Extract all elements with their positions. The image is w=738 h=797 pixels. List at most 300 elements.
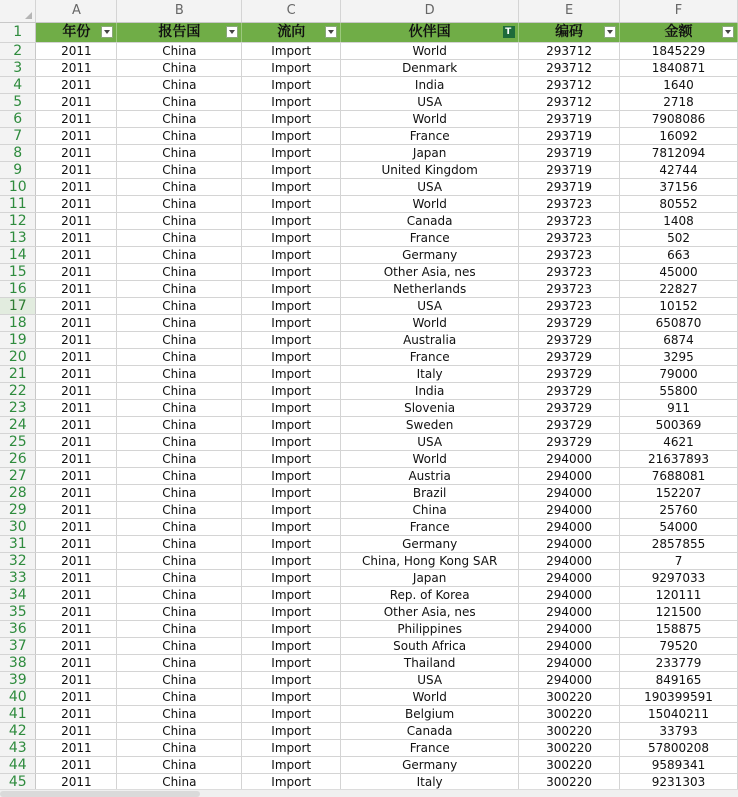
- column-header-e[interactable]: E: [519, 0, 620, 23]
- cell-year[interactable]: 2011: [36, 332, 117, 349]
- cell-reporter[interactable]: China: [117, 162, 242, 179]
- row-number[interactable]: 42: [0, 723, 36, 740]
- cell-amount[interactable]: 233779: [620, 655, 738, 672]
- cell-reporter[interactable]: China: [117, 672, 242, 689]
- cell-code[interactable]: 293729: [519, 434, 620, 451]
- cell-amount[interactable]: 502: [620, 230, 738, 247]
- cell-amount[interactable]: 55800: [620, 383, 738, 400]
- cell-partner[interactable]: Austria: [341, 468, 519, 485]
- filter-dropdown-icon[interactable]: [226, 26, 238, 38]
- cell-amount[interactable]: 190399591: [620, 689, 738, 706]
- cell-flow[interactable]: Import: [242, 553, 341, 570]
- cell-partner[interactable]: Brazil: [341, 485, 519, 502]
- cell-partner[interactable]: Canada: [341, 213, 519, 230]
- cell-partner[interactable]: World: [341, 43, 519, 60]
- cell-code[interactable]: 294000: [519, 570, 620, 587]
- cell-year[interactable]: 2011: [36, 196, 117, 213]
- cell-flow[interactable]: Import: [242, 604, 341, 621]
- cell-reporter[interactable]: China: [117, 400, 242, 417]
- cell-partner[interactable]: Other Asia, nes: [341, 604, 519, 621]
- horizontal-scrollbar[interactable]: [0, 789, 738, 797]
- cell-flow[interactable]: Import: [242, 213, 341, 230]
- row-number[interactable]: 27: [0, 468, 36, 485]
- cell-flow[interactable]: Import: [242, 587, 341, 604]
- cell-code[interactable]: 293719: [519, 128, 620, 145]
- cell-flow[interactable]: Import: [242, 757, 341, 774]
- cell-reporter[interactable]: China: [117, 264, 242, 281]
- cell-code[interactable]: 293719: [519, 179, 620, 196]
- row-number[interactable]: 30: [0, 519, 36, 536]
- cell-flow[interactable]: Import: [242, 315, 341, 332]
- row-number[interactable]: 29: [0, 502, 36, 519]
- header-cell-year[interactable]: [36, 23, 117, 43]
- filter-dropdown-icon[interactable]: [722, 26, 734, 38]
- cell-flow[interactable]: Import: [242, 179, 341, 196]
- cell-code[interactable]: 294000: [519, 638, 620, 655]
- cell-code[interactable]: 293723: [519, 213, 620, 230]
- cell-reporter[interactable]: China: [117, 111, 242, 128]
- cell-code[interactable]: 293729: [519, 332, 620, 349]
- cell-reporter[interactable]: China: [117, 485, 242, 502]
- cell-partner[interactable]: Belgium: [341, 706, 519, 723]
- row-number[interactable]: 2: [0, 43, 36, 60]
- cell-code[interactable]: 293723: [519, 196, 620, 213]
- cell-year[interactable]: 2011: [36, 60, 117, 77]
- cell-reporter[interactable]: China: [117, 332, 242, 349]
- row-number[interactable]: 17: [0, 298, 36, 315]
- cell-partner[interactable]: USA: [341, 434, 519, 451]
- cell-reporter[interactable]: China: [117, 366, 242, 383]
- header-cell-code[interactable]: [519, 23, 620, 43]
- row-number[interactable]: 12: [0, 213, 36, 230]
- row-number[interactable]: 25: [0, 434, 36, 451]
- cell-year[interactable]: 2011: [36, 672, 117, 689]
- cell-reporter[interactable]: China: [117, 315, 242, 332]
- header-cell-partner[interactable]: [341, 23, 519, 43]
- cell-flow[interactable]: Import: [242, 485, 341, 502]
- cell-partner[interactable]: France: [341, 519, 519, 536]
- cell-year[interactable]: 2011: [36, 485, 117, 502]
- cell-flow[interactable]: Import: [242, 349, 341, 366]
- cell-reporter[interactable]: China: [117, 757, 242, 774]
- cell-amount[interactable]: 2857855: [620, 536, 738, 553]
- cell-year[interactable]: 2011: [36, 621, 117, 638]
- cell-partner[interactable]: Philippines: [341, 621, 519, 638]
- cell-reporter[interactable]: China: [117, 553, 242, 570]
- cell-partner[interactable]: Japan: [341, 145, 519, 162]
- cell-code[interactable]: 294000: [519, 536, 620, 553]
- cell-reporter[interactable]: China: [117, 77, 242, 94]
- cell-year[interactable]: 2011: [36, 553, 117, 570]
- cell-reporter[interactable]: China: [117, 230, 242, 247]
- cell-year[interactable]: 2011: [36, 519, 117, 536]
- cell-reporter[interactable]: China: [117, 774, 242, 791]
- cell-amount[interactable]: 37156: [620, 179, 738, 196]
- cell-reporter[interactable]: China: [117, 689, 242, 706]
- cell-year[interactable]: 2011: [36, 281, 117, 298]
- cell-reporter[interactable]: China: [117, 128, 242, 145]
- row-number[interactable]: 10: [0, 179, 36, 196]
- cell-amount[interactable]: 158875: [620, 621, 738, 638]
- cell-flow[interactable]: Import: [242, 519, 341, 536]
- cell-year[interactable]: 2011: [36, 587, 117, 604]
- cell-year[interactable]: 2011: [36, 264, 117, 281]
- row-number[interactable]: 9: [0, 162, 36, 179]
- cell-reporter[interactable]: China: [117, 587, 242, 604]
- cell-amount[interactable]: 7688081: [620, 468, 738, 485]
- cell-code[interactable]: 294000: [519, 672, 620, 689]
- cell-amount[interactable]: 4621: [620, 434, 738, 451]
- cell-year[interactable]: 2011: [36, 145, 117, 162]
- cell-code[interactable]: 293723: [519, 264, 620, 281]
- cell-amount[interactable]: 9297033: [620, 570, 738, 587]
- cell-partner[interactable]: USA: [341, 298, 519, 315]
- cell-year[interactable]: 2011: [36, 400, 117, 417]
- cell-partner[interactable]: USA: [341, 672, 519, 689]
- cell-year[interactable]: 2011: [36, 213, 117, 230]
- cell-amount[interactable]: 152207: [620, 485, 738, 502]
- cell-reporter[interactable]: China: [117, 247, 242, 264]
- cell-flow[interactable]: Import: [242, 77, 341, 94]
- cell-partner[interactable]: World: [341, 111, 519, 128]
- cell-amount[interactable]: 120111: [620, 587, 738, 604]
- cell-code[interactable]: 294000: [519, 655, 620, 672]
- cell-partner[interactable]: France: [341, 349, 519, 366]
- row-number[interactable]: 41: [0, 706, 36, 723]
- cell-flow[interactable]: Import: [242, 468, 341, 485]
- cell-flow[interactable]: Import: [242, 723, 341, 740]
- cell-partner[interactable]: World: [341, 689, 519, 706]
- cell-flow[interactable]: Import: [242, 281, 341, 298]
- cell-code[interactable]: 293712: [519, 77, 620, 94]
- cell-reporter[interactable]: China: [117, 655, 242, 672]
- cell-year[interactable]: 2011: [36, 706, 117, 723]
- cell-partner[interactable]: South Africa: [341, 638, 519, 655]
- row-number[interactable]: 31: [0, 536, 36, 553]
- cell-amount[interactable]: 15040211: [620, 706, 738, 723]
- cell-amount[interactable]: 9589341: [620, 757, 738, 774]
- cell-amount[interactable]: 1840871: [620, 60, 738, 77]
- row-number[interactable]: 33: [0, 570, 36, 587]
- row-number[interactable]: 22: [0, 383, 36, 400]
- cell-flow[interactable]: Import: [242, 298, 341, 315]
- cell-reporter[interactable]: China: [117, 621, 242, 638]
- cell-code[interactable]: 294000: [519, 604, 620, 621]
- cell-partner[interactable]: China, Hong Kong SAR: [341, 553, 519, 570]
- cell-amount[interactable]: 6874: [620, 332, 738, 349]
- cell-amount[interactable]: 10152: [620, 298, 738, 315]
- cell-amount[interactable]: 3295: [620, 349, 738, 366]
- cell-amount[interactable]: 79520: [620, 638, 738, 655]
- row-number[interactable]: 45: [0, 774, 36, 791]
- cell-partner[interactable]: USA: [341, 94, 519, 111]
- cell-code[interactable]: 293729: [519, 383, 620, 400]
- cell-code[interactable]: 300220: [519, 774, 620, 791]
- cell-flow[interactable]: Import: [242, 162, 341, 179]
- cell-amount[interactable]: 45000: [620, 264, 738, 281]
- row-number[interactable]: 16: [0, 281, 36, 298]
- cell-partner[interactable]: Canada: [341, 723, 519, 740]
- cell-flow[interactable]: Import: [242, 94, 341, 111]
- cell-reporter[interactable]: China: [117, 349, 242, 366]
- cell-partner[interactable]: India: [341, 77, 519, 94]
- row-number[interactable]: 15: [0, 264, 36, 281]
- cell-year[interactable]: 2011: [36, 451, 117, 468]
- cell-amount[interactable]: 2718: [620, 94, 738, 111]
- cell-reporter[interactable]: China: [117, 298, 242, 315]
- cell-code[interactable]: 293729: [519, 400, 620, 417]
- row-number[interactable]: 4: [0, 77, 36, 94]
- cell-amount[interactable]: 57800208: [620, 740, 738, 757]
- cell-partner[interactable]: France: [341, 740, 519, 757]
- cell-reporter[interactable]: China: [117, 536, 242, 553]
- cell-year[interactable]: 2011: [36, 162, 117, 179]
- cell-code[interactable]: 294000: [519, 451, 620, 468]
- cell-code[interactable]: 294000: [519, 485, 620, 502]
- cell-amount[interactable]: 7908086: [620, 111, 738, 128]
- row-number[interactable]: 40: [0, 689, 36, 706]
- cell-partner[interactable]: Slovenia: [341, 400, 519, 417]
- cell-year[interactable]: 2011: [36, 366, 117, 383]
- cell-year[interactable]: 2011: [36, 655, 117, 672]
- cell-flow[interactable]: Import: [242, 332, 341, 349]
- filter-dropdown-icon[interactable]: [604, 26, 616, 38]
- cell-flow[interactable]: Import: [242, 111, 341, 128]
- cell-flow[interactable]: Import: [242, 536, 341, 553]
- cell-flow[interactable]: Import: [242, 672, 341, 689]
- filter-active-icon[interactable]: T: [503, 26, 515, 38]
- cell-code[interactable]: 300220: [519, 740, 620, 757]
- cell-code[interactable]: 293729: [519, 417, 620, 434]
- cell-flow[interactable]: Import: [242, 247, 341, 264]
- cell-year[interactable]: 2011: [36, 723, 117, 740]
- cell-partner[interactable]: USA: [341, 179, 519, 196]
- row-number[interactable]: 14: [0, 247, 36, 264]
- cell-reporter[interactable]: China: [117, 502, 242, 519]
- cell-year[interactable]: 2011: [36, 604, 117, 621]
- cell-reporter[interactable]: China: [117, 706, 242, 723]
- cell-reporter[interactable]: China: [117, 519, 242, 536]
- cell-partner[interactable]: Italy: [341, 774, 519, 791]
- cell-amount[interactable]: 7812094: [620, 145, 738, 162]
- cell-year[interactable]: 2011: [36, 94, 117, 111]
- cell-flow[interactable]: Import: [242, 145, 341, 162]
- cell-year[interactable]: 2011: [36, 77, 117, 94]
- cell-code[interactable]: 293719: [519, 111, 620, 128]
- cell-code[interactable]: 300220: [519, 706, 620, 723]
- cell-reporter[interactable]: China: [117, 740, 242, 757]
- cell-flow[interactable]: Import: [242, 689, 341, 706]
- column-header-d[interactable]: D: [341, 0, 519, 23]
- row-number[interactable]: 26: [0, 451, 36, 468]
- cell-partner[interactable]: Germany: [341, 247, 519, 264]
- cell-year[interactable]: 2011: [36, 349, 117, 366]
- cell-flow[interactable]: Import: [242, 264, 341, 281]
- cell-year[interactable]: 2011: [36, 128, 117, 145]
- cell-year[interactable]: 2011: [36, 502, 117, 519]
- cell-flow[interactable]: Import: [242, 706, 341, 723]
- cell-amount[interactable]: 25760: [620, 502, 738, 519]
- cell-flow[interactable]: Import: [242, 434, 341, 451]
- select-all-corner[interactable]: [0, 0, 36, 23]
- cell-amount[interactable]: 80552: [620, 196, 738, 213]
- cell-code[interactable]: 293729: [519, 366, 620, 383]
- cell-partner[interactable]: Rep. of Korea: [341, 587, 519, 604]
- cell-amount[interactable]: 911: [620, 400, 738, 417]
- cell-flow[interactable]: Import: [242, 128, 341, 145]
- column-header-a[interactable]: A: [36, 0, 117, 23]
- cell-code[interactable]: 293719: [519, 145, 620, 162]
- cell-amount[interactable]: 1845229: [620, 43, 738, 60]
- cell-reporter[interactable]: China: [117, 451, 242, 468]
- cell-code[interactable]: 294000: [519, 621, 620, 638]
- cell-code[interactable]: 294000: [519, 468, 620, 485]
- row-number[interactable]: 38: [0, 655, 36, 672]
- cell-code[interactable]: 300220: [519, 757, 620, 774]
- row-number[interactable]: 19: [0, 332, 36, 349]
- row-number[interactable]: 32: [0, 553, 36, 570]
- cell-amount[interactable]: 22827: [620, 281, 738, 298]
- cell-reporter[interactable]: China: [117, 213, 242, 230]
- cell-reporter[interactable]: China: [117, 638, 242, 655]
- cell-flow[interactable]: Import: [242, 43, 341, 60]
- cell-reporter[interactable]: China: [117, 570, 242, 587]
- cell-amount[interactable]: 650870: [620, 315, 738, 332]
- header-cell-reporter[interactable]: [117, 23, 242, 43]
- cell-partner[interactable]: United Kingdom: [341, 162, 519, 179]
- row-number[interactable]: 1: [0, 23, 36, 43]
- cell-amount[interactable]: 42744: [620, 162, 738, 179]
- row-number[interactable]: 23: [0, 400, 36, 417]
- row-number[interactable]: 44: [0, 757, 36, 774]
- cell-year[interactable]: 2011: [36, 536, 117, 553]
- cell-year[interactable]: 2011: [36, 638, 117, 655]
- cell-amount[interactable]: 7: [620, 553, 738, 570]
- cell-partner[interactable]: Germany: [341, 757, 519, 774]
- row-number[interactable]: 11: [0, 196, 36, 213]
- cell-partner[interactable]: Japan: [341, 570, 519, 587]
- cell-amount[interactable]: 121500: [620, 604, 738, 621]
- cell-flow[interactable]: Import: [242, 621, 341, 638]
- row-number[interactable]: 39: [0, 672, 36, 689]
- row-number[interactable]: 5: [0, 94, 36, 111]
- cell-reporter[interactable]: China: [117, 383, 242, 400]
- cell-flow[interactable]: Import: [242, 366, 341, 383]
- cell-reporter[interactable]: China: [117, 43, 242, 60]
- cell-year[interactable]: 2011: [36, 179, 117, 196]
- cell-amount[interactable]: 663: [620, 247, 738, 264]
- cell-partner[interactable]: Germany: [341, 536, 519, 553]
- cell-amount[interactable]: 33793: [620, 723, 738, 740]
- cell-year[interactable]: 2011: [36, 230, 117, 247]
- cell-year[interactable]: 2011: [36, 689, 117, 706]
- cell-reporter[interactable]: China: [117, 281, 242, 298]
- cell-flow[interactable]: Import: [242, 740, 341, 757]
- cell-code[interactable]: 293723: [519, 230, 620, 247]
- cell-code[interactable]: 293729: [519, 349, 620, 366]
- cell-year[interactable]: 2011: [36, 247, 117, 264]
- cell-year[interactable]: 2011: [36, 434, 117, 451]
- cell-code[interactable]: 294000: [519, 519, 620, 536]
- cell-code[interactable]: 293723: [519, 247, 620, 264]
- row-number[interactable]: 34: [0, 587, 36, 604]
- cell-code[interactable]: 293719: [519, 162, 620, 179]
- cell-partner[interactable]: World: [341, 451, 519, 468]
- cell-amount[interactable]: 54000: [620, 519, 738, 536]
- cell-reporter[interactable]: China: [117, 179, 242, 196]
- cell-partner[interactable]: Australia: [341, 332, 519, 349]
- cell-flow[interactable]: Import: [242, 638, 341, 655]
- row-number[interactable]: 28: [0, 485, 36, 502]
- column-header-f[interactable]: F: [620, 0, 738, 23]
- row-number[interactable]: 7: [0, 128, 36, 145]
- cell-partner[interactable]: Netherlands: [341, 281, 519, 298]
- cell-flow[interactable]: Import: [242, 417, 341, 434]
- cell-flow[interactable]: Import: [242, 196, 341, 213]
- cell-reporter[interactable]: China: [117, 94, 242, 111]
- column-header-c[interactable]: C: [242, 0, 341, 23]
- row-number[interactable]: 13: [0, 230, 36, 247]
- row-number[interactable]: 35: [0, 604, 36, 621]
- cell-reporter[interactable]: China: [117, 417, 242, 434]
- cell-amount[interactable]: 1408: [620, 213, 738, 230]
- cell-year[interactable]: 2011: [36, 740, 117, 757]
- cell-partner[interactable]: France: [341, 128, 519, 145]
- cell-amount[interactable]: 849165: [620, 672, 738, 689]
- row-number[interactable]: 21: [0, 366, 36, 383]
- cell-code[interactable]: 294000: [519, 587, 620, 604]
- cell-amount[interactable]: 1640: [620, 77, 738, 94]
- cell-reporter[interactable]: China: [117, 468, 242, 485]
- cell-code[interactable]: 293723: [519, 298, 620, 315]
- cell-flow[interactable]: Import: [242, 774, 341, 791]
- row-number[interactable]: 6: [0, 111, 36, 128]
- cell-flow[interactable]: Import: [242, 570, 341, 587]
- column-header-b[interactable]: B: [117, 0, 242, 23]
- cell-code[interactable]: 293712: [519, 94, 620, 111]
- cell-year[interactable]: 2011: [36, 315, 117, 332]
- cell-partner[interactable]: World: [341, 315, 519, 332]
- cell-code[interactable]: 294000: [519, 553, 620, 570]
- row-number[interactable]: 43: [0, 740, 36, 757]
- cell-flow[interactable]: Import: [242, 502, 341, 519]
- cell-partner[interactable]: World: [341, 196, 519, 213]
- cell-flow[interactable]: Import: [242, 60, 341, 77]
- cell-reporter[interactable]: China: [117, 60, 242, 77]
- cell-flow[interactable]: Import: [242, 400, 341, 417]
- cell-reporter[interactable]: China: [117, 434, 242, 451]
- cell-flow[interactable]: Import: [242, 383, 341, 400]
- cell-flow[interactable]: Import: [242, 451, 341, 468]
- cell-code[interactable]: 293723: [519, 281, 620, 298]
- cell-amount[interactable]: 79000: [620, 366, 738, 383]
- scrollbar-thumb[interactable]: [0, 791, 200, 797]
- row-number[interactable]: 24: [0, 417, 36, 434]
- filter-dropdown-icon[interactable]: [101, 26, 113, 38]
- cell-year[interactable]: 2011: [36, 298, 117, 315]
- row-number[interactable]: 3: [0, 60, 36, 77]
- cell-partner[interactable]: Denmark: [341, 60, 519, 77]
- cell-partner[interactable]: Italy: [341, 366, 519, 383]
- cell-year[interactable]: 2011: [36, 570, 117, 587]
- cell-code[interactable]: 300220: [519, 689, 620, 706]
- cell-code[interactable]: 300220: [519, 723, 620, 740]
- row-number[interactable]: 8: [0, 145, 36, 162]
- cell-year[interactable]: 2011: [36, 383, 117, 400]
- cell-year[interactable]: 2011: [36, 757, 117, 774]
- row-number[interactable]: 20: [0, 349, 36, 366]
- cell-amount[interactable]: 16092: [620, 128, 738, 145]
